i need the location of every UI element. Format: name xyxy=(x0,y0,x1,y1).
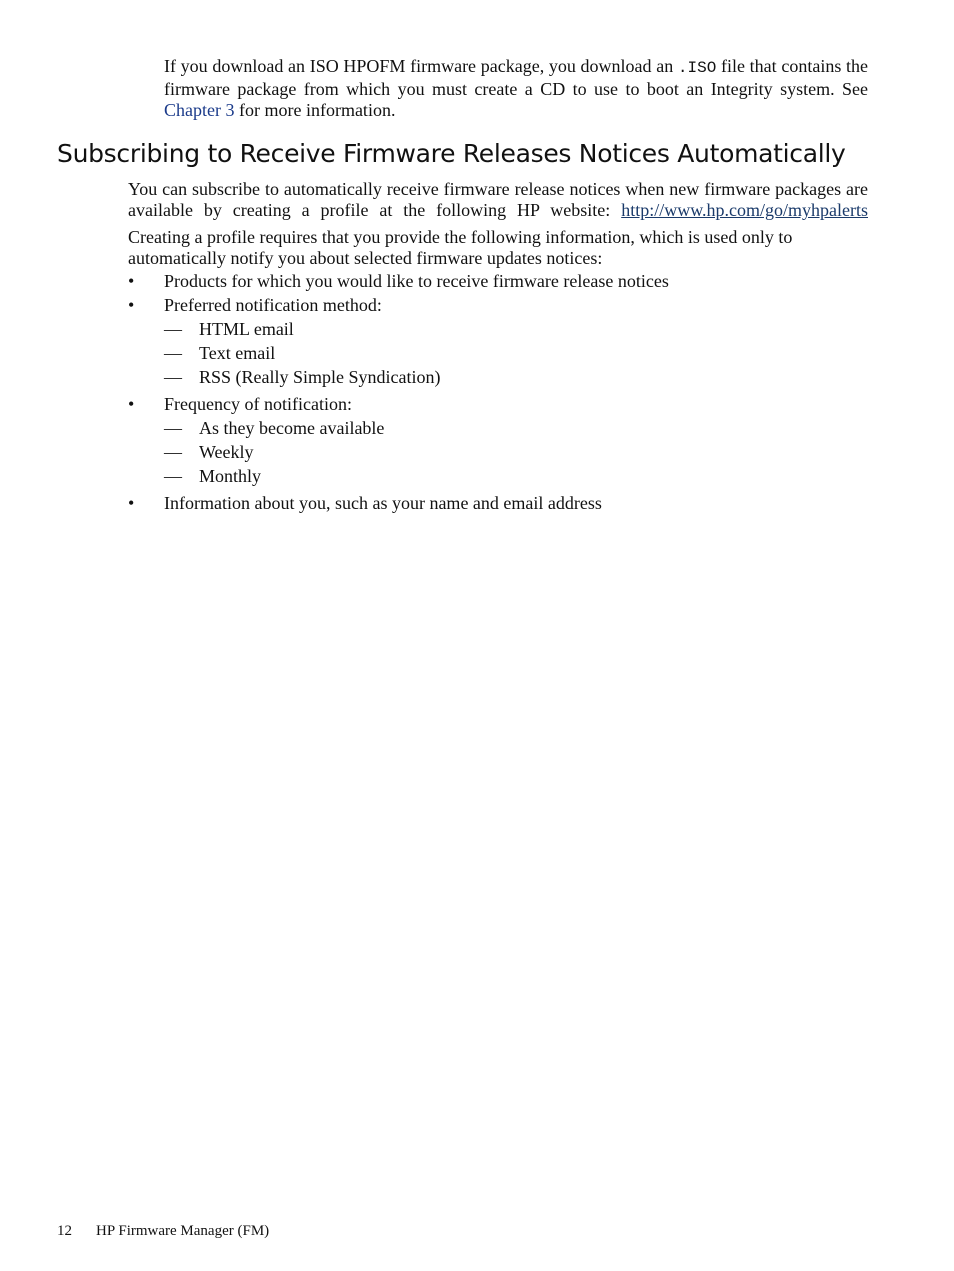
sub-list-item-text: Monthly xyxy=(199,466,262,486)
sub-list-item xyxy=(164,343,868,364)
bullet-marker: • xyxy=(128,493,135,513)
dash-marker: — xyxy=(164,343,182,363)
myhpalerts-link[interactable]: http://www.hp.com/go/myhpalerts xyxy=(621,200,868,220)
sub-list-item xyxy=(164,442,868,463)
intro-text: If you download an ISO HPOFM firmware package, you download an xyxy=(164,56,678,76)
sub-list-item xyxy=(164,319,868,340)
requirements-list xyxy=(128,271,868,517)
intro-text-continued: file that contains the firmware package from which you must create a CD to use to boot an Integrity system. See xyxy=(164,56,868,99)
sub-list-item-text: Text email xyxy=(199,343,276,363)
dash-marker: — xyxy=(164,442,182,462)
subscribe-line-1: You can subscribe to automatically receive firmware release notices when new firmware packages xyxy=(128,179,842,199)
chapter-3-link[interactable]: Chapter 3 xyxy=(164,100,235,120)
notification-frequency-list xyxy=(164,418,868,487)
dash-marker: — xyxy=(164,367,182,387)
intro-paragraph xyxy=(164,56,868,121)
sub-list-item xyxy=(164,367,868,388)
footer-title: HP Firmware Manager (FM) xyxy=(96,1223,270,1239)
subscribe-line-2: are available by creating a profile at the following HP website: xyxy=(128,179,868,220)
bullet-marker: • xyxy=(128,394,135,414)
dash-marker: — xyxy=(164,466,182,486)
bullet-marker: • xyxy=(128,295,135,315)
bullet-marker: • xyxy=(128,271,135,291)
intro-text-end: for more information. xyxy=(234,100,396,120)
iso-file-extension: .ISO xyxy=(677,59,717,77)
sub-list-item-text: Weekly xyxy=(199,442,254,462)
list-item xyxy=(128,271,868,292)
list-item xyxy=(128,493,868,514)
page-number: 12 xyxy=(57,1223,72,1239)
list-item-text: Information about you, such as your name and email address xyxy=(164,493,602,513)
dash-marker: — xyxy=(164,319,182,339)
sub-list-item-text: RSS (Really Simple Syndication) xyxy=(199,367,441,387)
dash-marker: — xyxy=(164,418,182,438)
subscribe-paragraph xyxy=(128,179,868,221)
list-item xyxy=(128,394,868,487)
list-item xyxy=(128,295,868,388)
list-item-text: Frequency of notification: xyxy=(164,394,352,414)
page-footer xyxy=(57,1221,269,1241)
sub-list-item xyxy=(164,418,868,439)
notification-method-list xyxy=(164,319,868,388)
sub-list-item xyxy=(164,466,868,487)
list-item-text: Products for which you would like to receive firmware release notices xyxy=(164,271,669,291)
section-heading: Subscribing to Receive Firmware Releases Notices Automatically xyxy=(57,139,846,168)
profile-requirements-paragraph: Creating a profile requires that you provide the following information, which is used only to automatically notify you about selected firmware updates notices: xyxy=(128,227,793,268)
sub-list-item-text: HTML email xyxy=(199,319,294,339)
list-item-text: Preferred notification method: xyxy=(164,295,382,315)
sub-list-item-text: As they become available xyxy=(199,418,385,438)
